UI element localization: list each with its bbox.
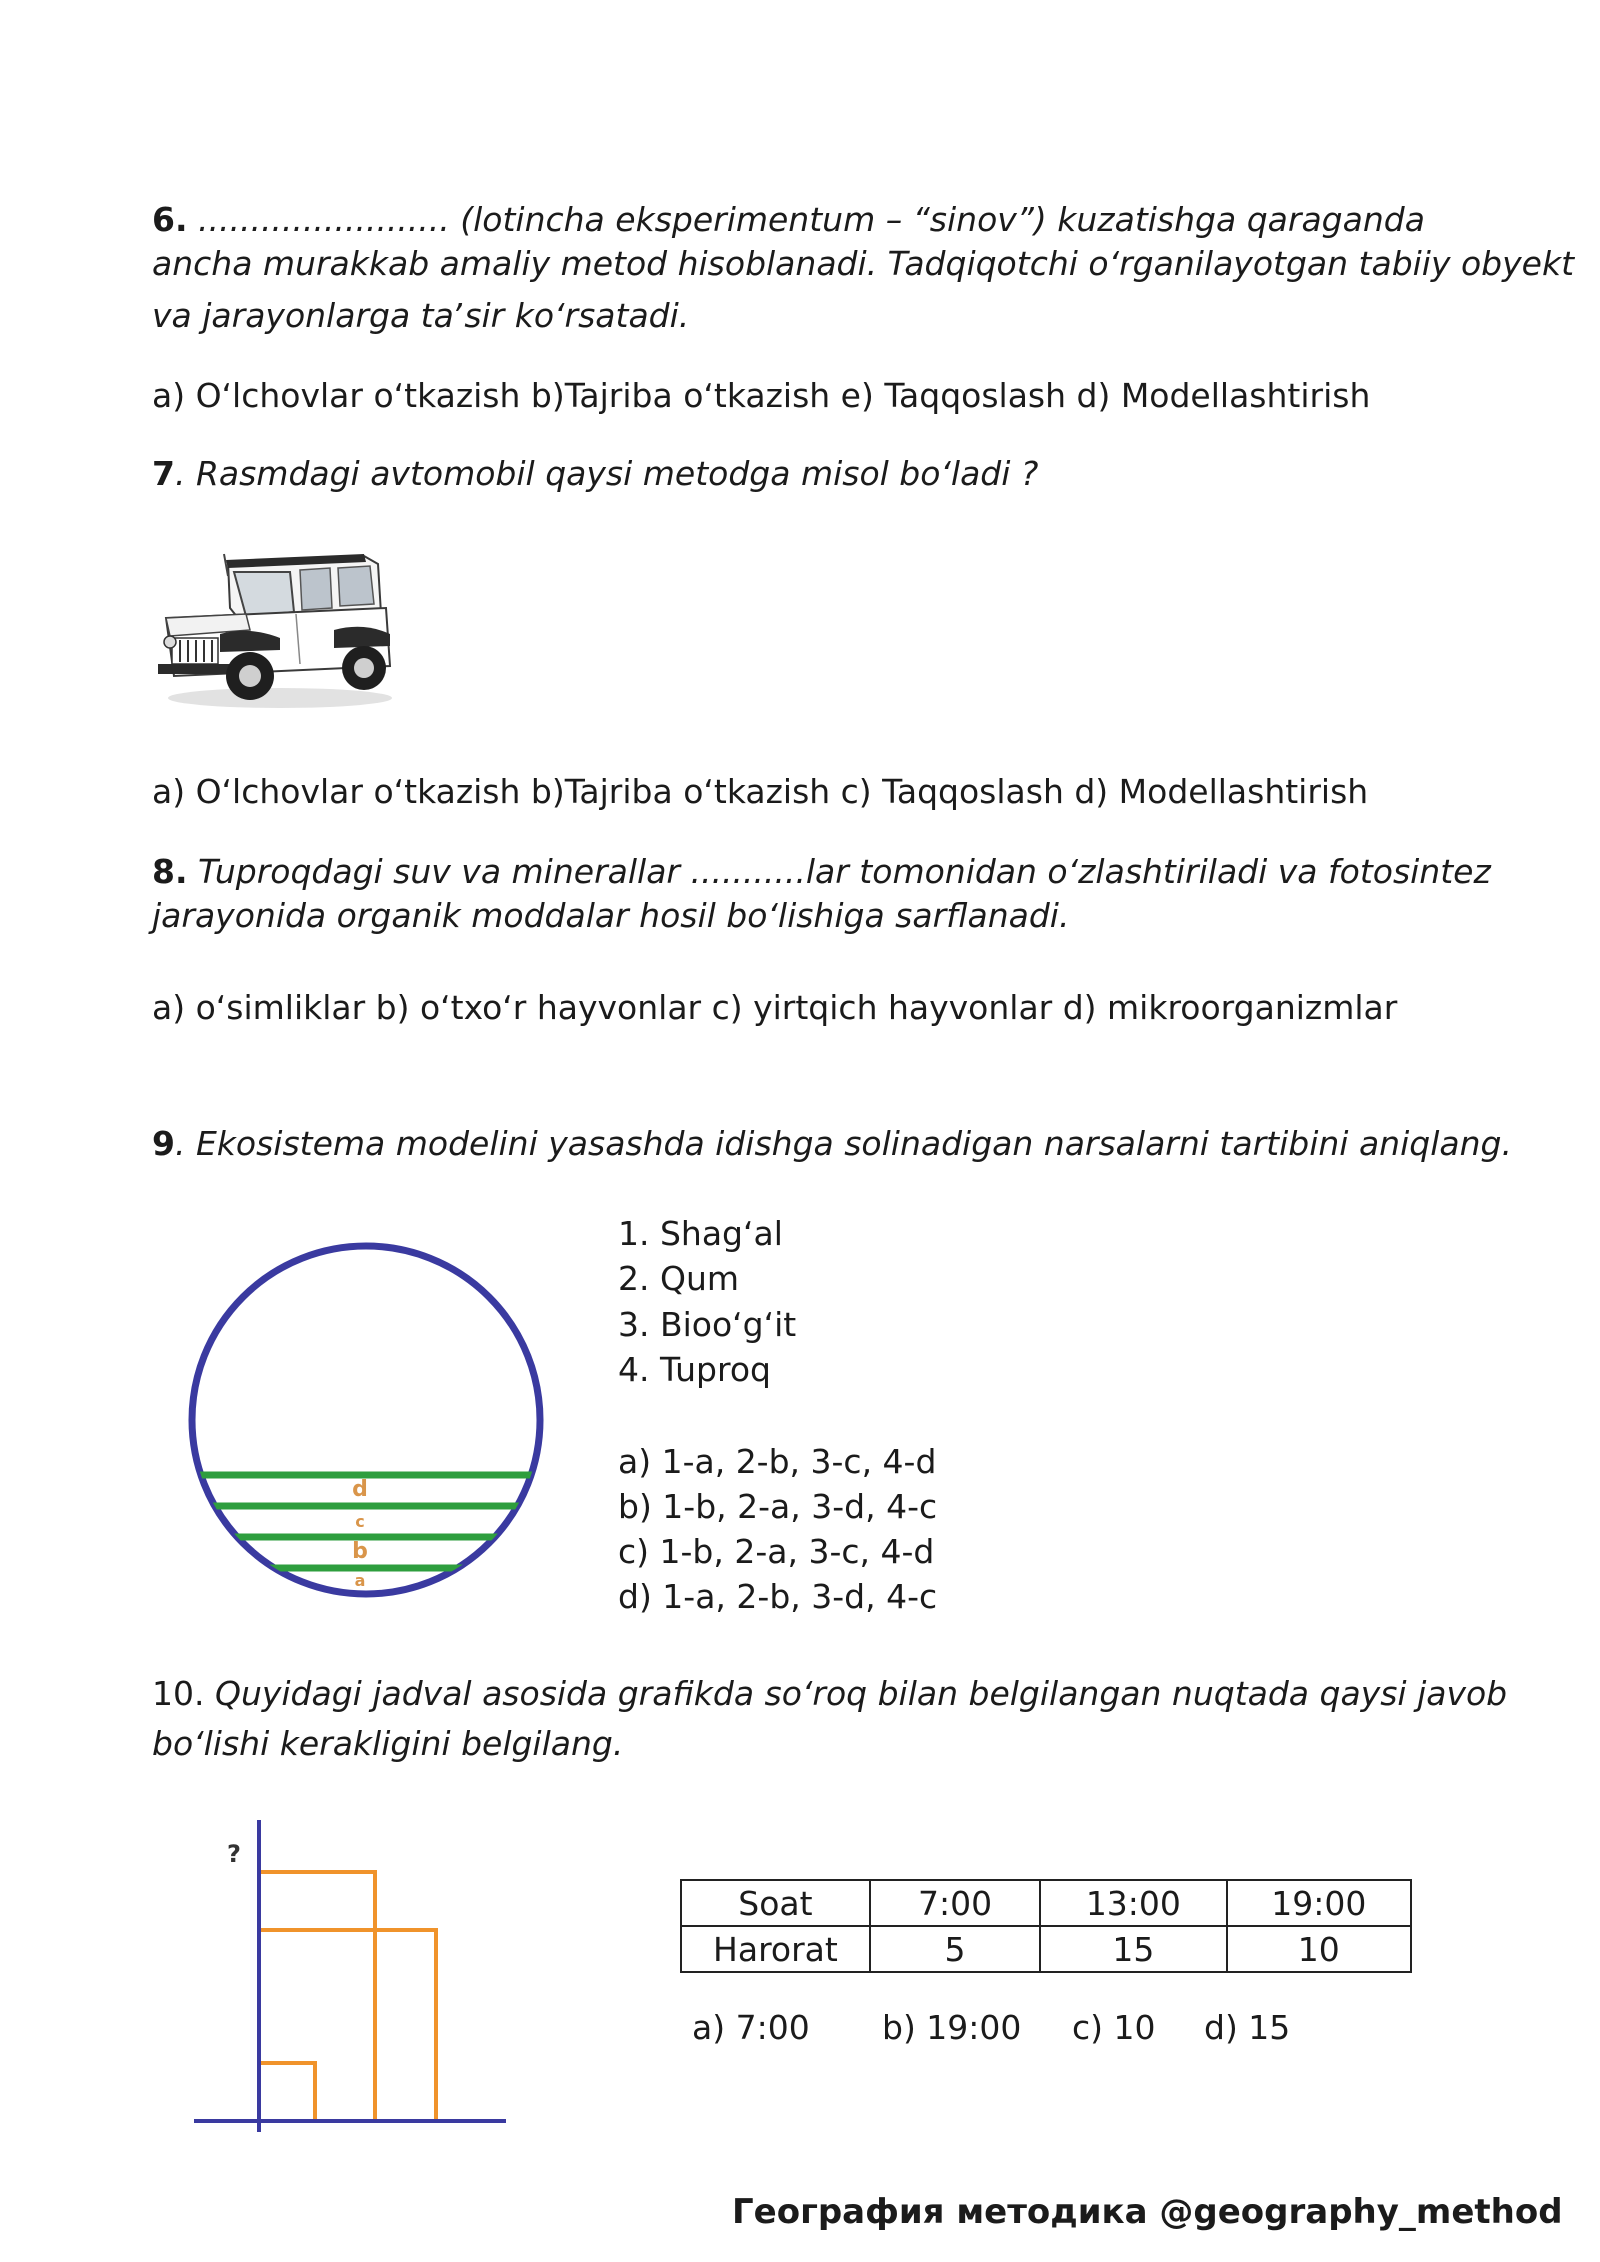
q7-number: 7 <box>152 454 175 493</box>
table-cell: 10 <box>1227 1926 1411 1972</box>
layer-label-d: d <box>352 1477 368 1502</box>
q6-answers: a) Oʻlchovlar oʻtkazish b)Tajriba oʻtkazish e) Taqqoslash d) Modellashtirish <box>152 376 1371 415</box>
q10-answer-d: d) 15 <box>1204 2008 1291 2047</box>
q8-number: 8. <box>152 852 188 891</box>
q10-line1-text: Quyidagi jadval asosida grafikda soʻroq bilan belgilangan nuqtada qaysi javob <box>204 1674 1508 1713</box>
bar-7h <box>259 2063 315 2121</box>
q9-item-4: 4. Tuproq <box>618 1350 771 1389</box>
q9-number: 9 <box>152 1124 175 1163</box>
temperature-step-graph <box>190 1820 520 2150</box>
time-temperature-table <box>680 1879 1412 1973</box>
ecosystem-jar-diagram <box>186 1240 546 1610</box>
q6-line3: va jarayonlarga taʼsir koʻrsatadi. <box>152 296 690 335</box>
table-cell: 15 <box>1040 1926 1226 1972</box>
q9-option-a: a) 1-a, 2-b, 3-c, 4-d <box>618 1442 937 1481</box>
q9-option-c: c) 1-b, 2-a, 3-c, 4-d <box>618 1532 935 1571</box>
q6-line1-text: ........................ (lotincha eksperimentum – “sinov”) kuzatishga qaraganda <box>198 200 1425 239</box>
q10-answer-b: b) 19:00 <box>882 2008 1022 2047</box>
table-cell: 13:00 <box>1040 1880 1226 1926</box>
table-cell: Harorat <box>681 1926 870 1972</box>
q10-number: 10. <box>152 1674 205 1713</box>
q6-line1 <box>152 198 1425 242</box>
q9-option-b: b) 1-b, 2-a, 3-d, 4-c <box>618 1487 938 1526</box>
q9-item-3: 3. Biooʻgʻit <box>618 1305 797 1344</box>
bar-13h-top <box>259 1872 375 1930</box>
q9-question <box>152 1122 1512 1166</box>
q7-question <box>152 452 1038 496</box>
q8-answers: a) oʻsimliklar b) oʻtxoʻr hayvonlar c) yirtqich hayvonlar d) mikroorganizmlar <box>152 988 1398 1027</box>
q7-answers: a) Oʻlchovlar oʻtkazish b)Tajriba oʻtkazish c) Taqqoslash d) Modellashtirish <box>152 772 1369 811</box>
q9-item-2: 2. Qum <box>618 1259 740 1298</box>
table-row <box>681 1926 1411 1972</box>
layer-label-a: a <box>354 1571 366 1590</box>
q10-answer-a: a) 7:00 <box>692 2008 810 2047</box>
footer-watermark: География методика @geography_method <box>732 2192 1563 2232</box>
q9-option-d: d) 1-a, 2-b, 3-d, 4-c <box>618 1577 938 1616</box>
q10-answer-c: c) 10 <box>1072 2008 1156 2047</box>
question-mark-label: ? <box>227 1840 241 1868</box>
q8-line2: jarayonida organik moddalar hosil boʻlishiga sarflanadi. <box>152 896 1070 935</box>
q10-line1 <box>152 1672 1507 1716</box>
jeep-car-image <box>150 538 400 718</box>
table-cell: 5 <box>870 1926 1040 1972</box>
layer-label-b: b <box>352 1539 368 1564</box>
table-cell: Soat <box>681 1880 870 1926</box>
q6-number: 6. <box>152 200 188 239</box>
q6-line2: ancha murakkab amaliy metod hisoblanadi. Tadqiqotchi oʻrganilayotgan tabiiy obyekt <box>152 244 1575 283</box>
q7-text: . Rasmdagi avtomobil qaysi metodga misol boʻladi ? <box>174 454 1039 493</box>
q9-text: . Ekosistema modelini yasashda idishga solinadigan narsalarni tartibini aniqlang. <box>174 1124 1512 1163</box>
q8-line1-text: Tuproqdagi suv va minerallar ...........lar tomonidan oʻzlashtiriladi va fotosintez <box>187 852 1491 891</box>
q10-line2: boʻlishi kerakligini belgilang. <box>152 1724 624 1763</box>
table-cell: 7:00 <box>870 1880 1040 1926</box>
q8-line1 <box>152 850 1491 894</box>
layer-label-c: c <box>355 1512 365 1531</box>
table-cell: 19:00 <box>1227 1880 1411 1926</box>
table-row <box>681 1880 1411 1926</box>
q9-item-1: 1. Shagʻal <box>618 1214 783 1253</box>
